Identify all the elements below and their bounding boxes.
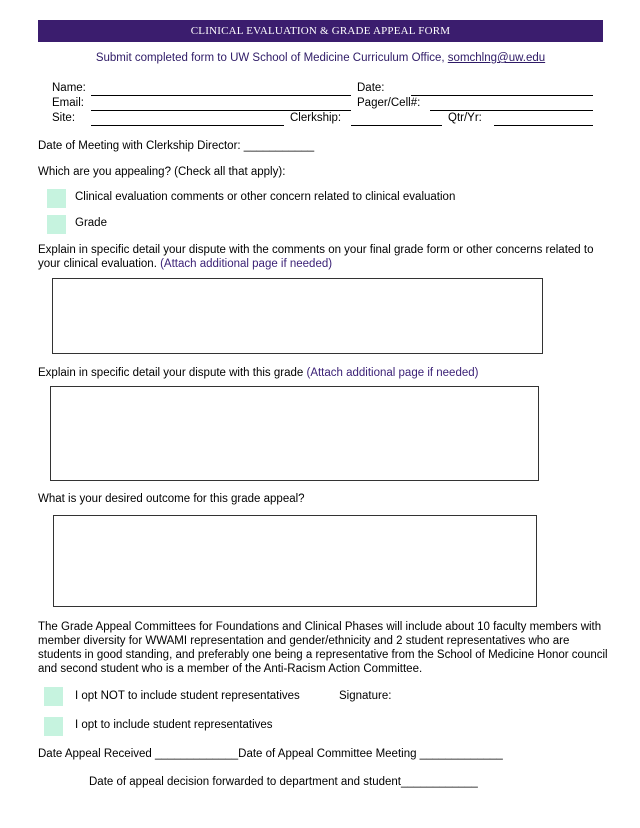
opt-in-checkbox[interactable] (44, 717, 63, 736)
section2-note: (Attach additional page if needed) (306, 367, 479, 379)
committee-description: The Grade Appeal Committees for Foundations and Clinical Phases will include about 10 faculty members with member diversity for WWAMI representation and gender/ethnicity and 2 student representatives who are students in good standing, and preferably one being a representative from the School of Medicine Honor council and second student who is a member of the Anti-Racism Action Committee. (38, 621, 608, 675)
form-title-banner: CLINICAL EVALUATION & GRADE APPEAL FORM (38, 20, 603, 42)
pager-field[interactable] (430, 110, 593, 111)
site-label: Site: (52, 112, 76, 124)
submit-instructions (38, 52, 603, 64)
signature-label: Signature: (339, 690, 392, 702)
pager-label: Pager/Cell#: (357, 97, 421, 109)
meeting-date-field[interactable]: Date of Meeting with Clerkship Director: ___________ (38, 140, 315, 152)
qtr-field[interactable] (494, 125, 593, 126)
appeal-dates-line[interactable]: Date Appeal Received _____________Date of Appeal Committee Meeting _____________ (38, 748, 503, 760)
appeal-question: Which are you appealing? (Check all that apply): (38, 166, 286, 178)
section1-note: (Attach additional page if needed) (160, 258, 333, 270)
section2-text: Explain in specific detail your dispute with this grade (38, 367, 307, 379)
clinical-evaluation-option-label: Clinical evaluation comments or other concern related to clinical evaluation (75, 191, 456, 203)
section1-text: Explain in specific detail your dispute with the comments on your final grade form or other concerns related to your clinical evaluation. (38, 244, 594, 270)
name-label: Name: (52, 82, 86, 94)
clerkship-label: Clerkship: (290, 112, 342, 124)
decision-forwarded-line[interactable]: Date of appeal decision forwarded to department and student____________ (89, 776, 478, 788)
site-field[interactable] (91, 125, 284, 126)
email-field[interactable] (91, 110, 351, 111)
section2-textbox[interactable] (50, 386, 539, 481)
opt-out-label: I opt NOT to include student representatives (75, 690, 300, 702)
name-field[interactable] (91, 95, 351, 96)
submit-email-link[interactable]: somchlng@uw.edu (447, 52, 546, 64)
grade-option-label: Grade (75, 217, 107, 229)
section3-textbox[interactable] (53, 515, 537, 607)
opt-in-label: I opt to include student representatives (75, 719, 273, 731)
qtr-label: Qtr/Yr: (448, 112, 482, 124)
opt-out-checkbox[interactable] (44, 687, 63, 706)
section2-prompt (38, 366, 603, 380)
grade-checkbox[interactable] (47, 215, 66, 234)
clerkship-field[interactable] (351, 125, 442, 126)
date-field[interactable] (411, 95, 593, 96)
clinical-evaluation-checkbox[interactable] (47, 189, 66, 208)
date-label: Date: (357, 82, 385, 94)
submit-text: Submit completed form to UW School of Medicine Curriculum Office, (95, 52, 448, 64)
section1-textbox[interactable] (52, 278, 543, 354)
section3-prompt: What is your desired outcome for this grade appeal? (38, 493, 305, 505)
section1-prompt (38, 243, 603, 271)
email-label: Email: (52, 97, 84, 109)
